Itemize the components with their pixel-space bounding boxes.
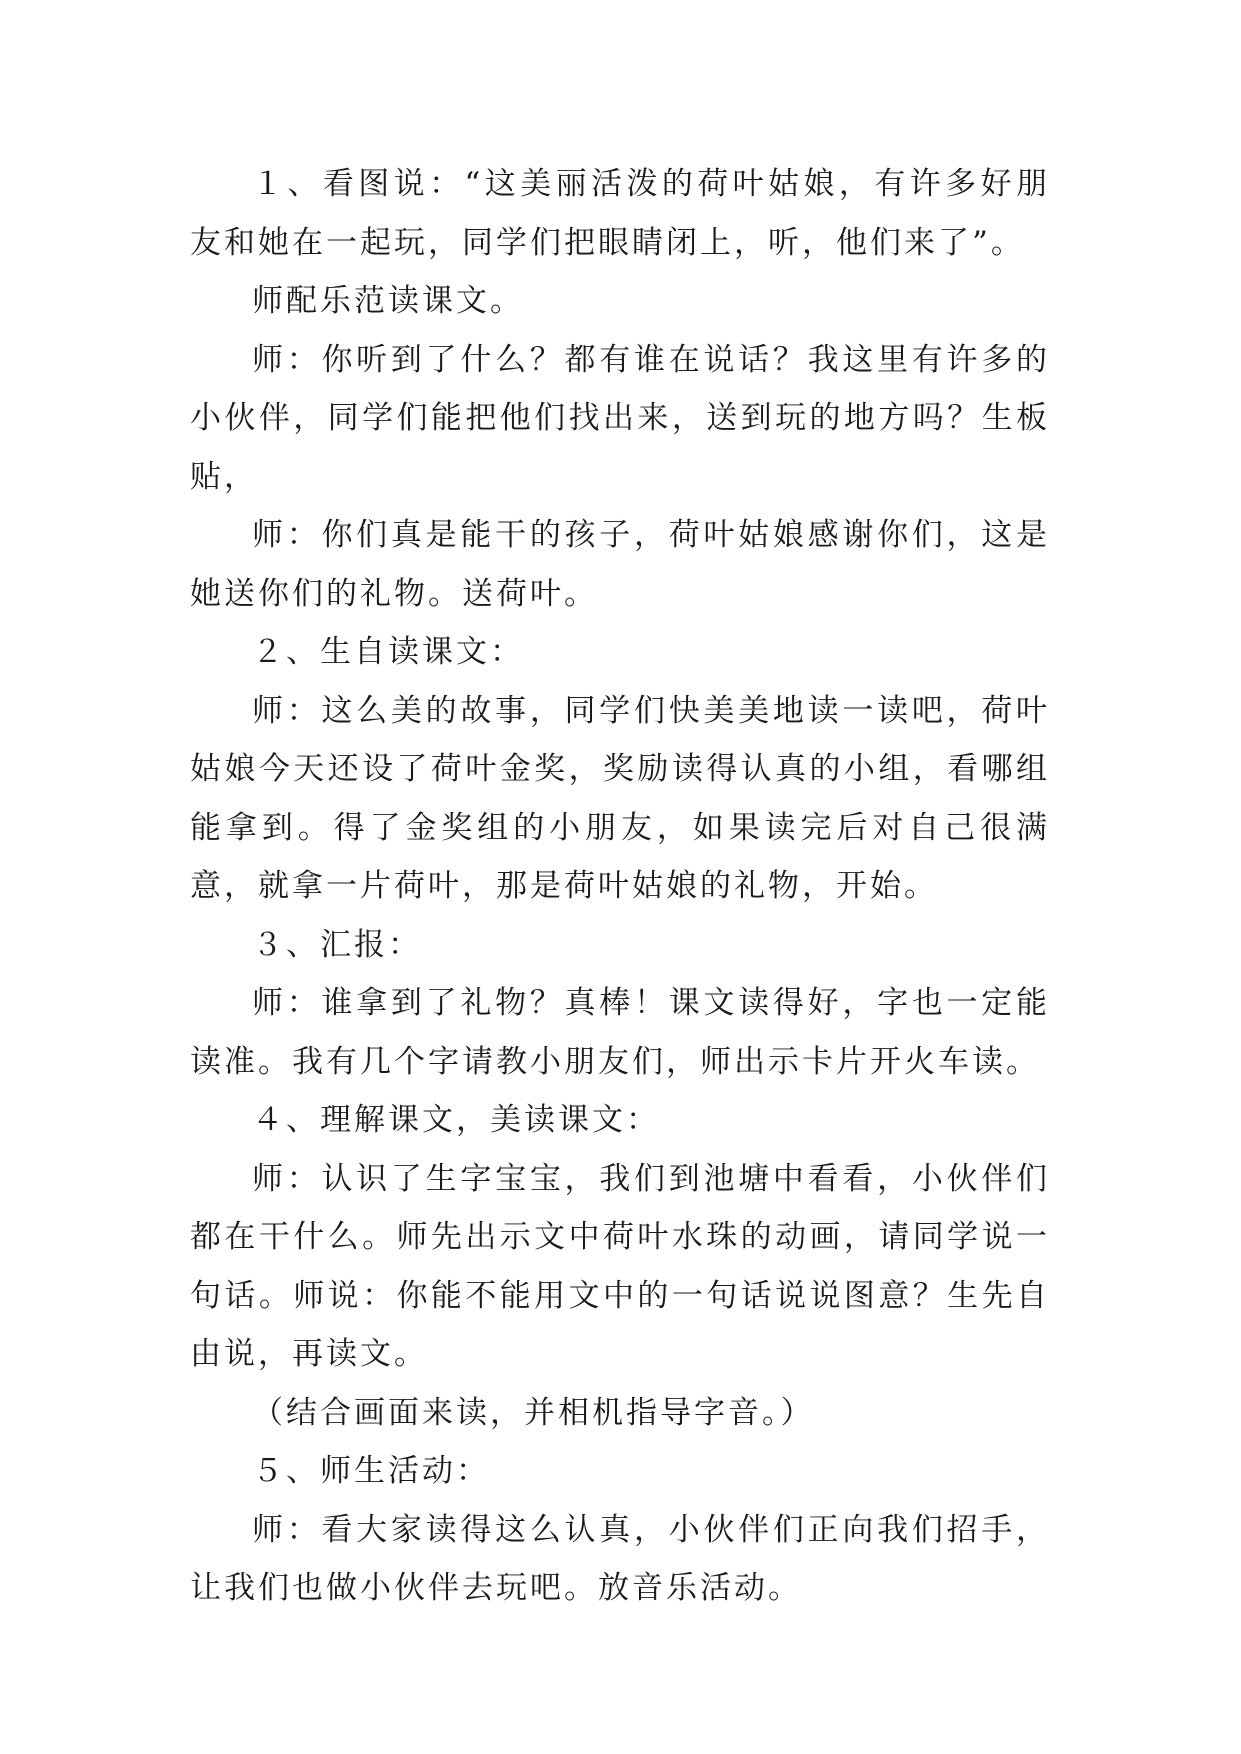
paragraph-step-4: ４、理解课文，美读课文： (252, 1102, 660, 1138)
paragraph-step-2: ２、生自读课文： (252, 634, 524, 670)
paragraph-report: 师：谁拿到了礼物？真棒！课文读得好，字也一定能读准。我有几个字请教小朋友们，师出示卡片开火车读。 (190, 985, 1050, 1080)
paragraph-step-1: １、看图说：“这美丽活泼的荷叶姑娘，有许多好朋友和她在一起玩，同学们把眼睛闭上，听，他们来了”。 (190, 166, 1050, 261)
lesson-text-body (190, 155, 1050, 1618)
paragraph-note: （结合画面来读，并相机指导字音。） (252, 1394, 815, 1431)
paragraph-understanding: 师：认识了生字宝宝，我们到池塘中看看，小伙伴们都在干什么。师先出示文中荷叶水珠的动画，请同学说一句话。师说：你能不能用文中的一句话说说图意？生先自由说，再读文。 (190, 1160, 1050, 1372)
paragraph-teacher-reading: 师配乐范读课文。 (252, 283, 524, 319)
paragraph-step-3: ３、汇报： (252, 926, 422, 963)
paragraph-teacher-question: 师：你听到了什么？都有谁在说话？我这里有许多的小伙伴，同学们能把他们找出来，送到玩的地方吗？生板贴， (190, 341, 1050, 495)
paragraph-self-reading: 师：这么美的故事，同学们快美美地读一读吧，荷叶姑娘今天还设了荷叶金奖，奖励读得认真的小组，看哪组能拿到。得了金奖组的小朋友，如果读完后对自己很满意，就拿一片荷叶，那是荷叶姑娘的礼物，开始。 (190, 692, 1050, 904)
paragraph-activity: 师：看大家读得这么认真，小伙伴们正向我们招手，让我们也做小伙伴去玩吧。放音乐活动。 (190, 1511, 1050, 1606)
paragraph-teacher-praise: 师：你们真是能干的孩子，荷叶姑娘感谢你们，这是她送你们的礼物。送荷叶。 (190, 517, 1050, 612)
paragraph-step-5: ５、师生活动： (252, 1453, 490, 1489)
